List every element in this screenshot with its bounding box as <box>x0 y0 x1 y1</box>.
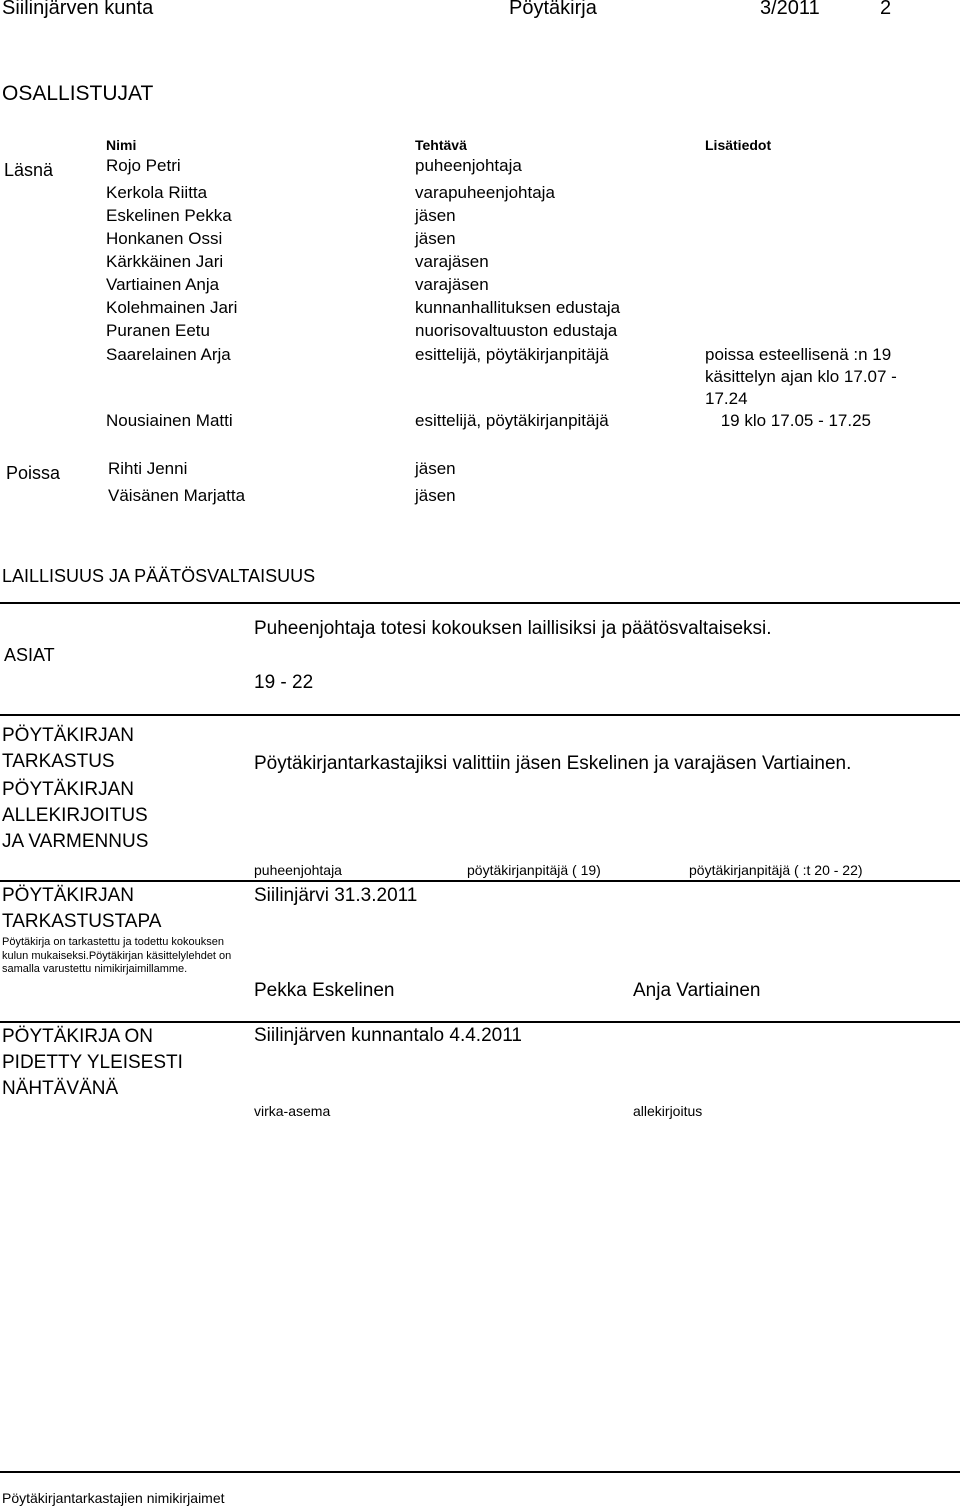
signer-name-2: Anja Vartiainen <box>633 980 761 1001</box>
review-method-label-line: PÖYTÄKIRJAN <box>2 885 134 906</box>
review-place-date: Siilinjärvi 31.3.2011 <box>254 885 418 906</box>
column-role-header: Tehtävä <box>415 137 467 153</box>
section-divider <box>0 602 960 604</box>
public-label-line: PÖYTÄKIRJA ON <box>2 1026 153 1047</box>
public-label-line: PIDETTY YLEISESTI <box>2 1052 183 1073</box>
attendee-name: Nousiainen Matti <box>106 411 233 430</box>
header-number: 3/2011 <box>760 0 820 19</box>
attendee-role: jäsen <box>415 229 456 248</box>
signer-role-secretary-1: pöytäkirjanpitäjä ( 19) <box>467 862 601 878</box>
review-label <box>2 723 134 775</box>
footer-text: Pöytäkirjantarkastajien nimikirjaimet <box>2 1490 225 1506</box>
attendee-info: 19 klo 17.05 - 17.25 <box>716 411 872 430</box>
absent-role: jäsen <box>415 486 456 505</box>
column-info-header: Lisätiedot <box>705 137 772 153</box>
matters-label: ASIAT <box>4 645 55 665</box>
attendee-name: Saarelainen Arja <box>106 345 231 364</box>
header-page: 2 <box>880 0 892 19</box>
public-label <box>2 1024 183 1102</box>
attendee-info: poissa esteellisenä :n 19 <box>705 345 892 364</box>
absent-name: Rihti Jenni <box>108 459 188 478</box>
attendee-role: puheenjohtaja <box>415 156 522 175</box>
attendee-name: Kerkola Riitta <box>106 183 208 202</box>
attendee-name: Eskelinen Pekka <box>106 206 232 225</box>
section-divider <box>0 880 960 882</box>
review-label-line: TARKASTUS <box>2 751 115 772</box>
legality-text: Puheenjohtaja totesi kokouksen laillisiksi ja päätösvaltaiseksi. <box>254 618 772 639</box>
signer-role-chair: puheenjohtaja <box>254 862 342 878</box>
attendee-name: Honkanen Ossi <box>106 229 223 248</box>
header-org: Siilinjärven kunta <box>2 0 154 19</box>
review-text: Pöytäkirjantarkastajiksi valittiin jäsen Eskelinen ja varajäsen Vartiainen. <box>254 753 852 774</box>
attendee-info: käsittelyn ajan klo 17.07 - <box>705 367 897 386</box>
attendee-role: varapuheenjohtaja <box>415 183 555 202</box>
attendee-role: kunnanhallituksen edustaja <box>415 298 621 317</box>
position-label: virka-asema <box>254 1103 331 1119</box>
attendee-name: Vartiainen Anja <box>106 275 220 294</box>
signer-role-secretary-2: pöytäkirjanpitäjä ( :t 20 - 22) <box>689 862 863 878</box>
footer-divider <box>0 1471 960 1473</box>
attendee-info: 17.24 <box>705 389 748 408</box>
attendees-title: OSALLISTUJAT <box>2 82 154 105</box>
attendee-role: nuorisovaltuuston edustaja <box>415 321 618 340</box>
attendee-name: Rojo Petri <box>106 156 181 175</box>
signing-label <box>2 777 148 855</box>
attendee-role: varajäsen <box>415 275 489 294</box>
absent-label: Poissa <box>6 463 61 483</box>
legality-title: LAILLISUUS JA PÄÄTÖSVALTAISUUS <box>2 566 316 586</box>
section-divider <box>0 1021 960 1023</box>
review-method-label-line: TARKASTUSTAPA <box>2 911 162 932</box>
absent-role: jäsen <box>415 459 456 478</box>
attendee-role: varajäsen <box>415 252 489 271</box>
attendee-role: esittelijä, pöytäkirjanpitäjä <box>415 411 609 430</box>
matters-value: 19 - 22 <box>254 672 314 693</box>
absent-name: Väisänen Marjatta <box>108 486 246 505</box>
signing-label-line: JA VARMENNUS <box>2 831 149 852</box>
attendee-role: esittelijä, pöytäkirjanpitäjä <box>415 345 609 364</box>
header-doc-type: Pöytäkirja <box>509 0 597 19</box>
public-place-date: Siilinjärven kunnantalo 4.4.2011 <box>254 1025 522 1046</box>
column-name-header: Nimi <box>106 137 137 153</box>
review-method-label <box>2 883 161 935</box>
signing-label-line: PÖYTÄKIRJAN <box>2 779 134 800</box>
signing-label-line: ALLEKIRJOITUS <box>2 805 148 826</box>
attendee-name: Puranen Eetu <box>106 321 210 340</box>
signature-label: allekirjoitus <box>633 1103 703 1119</box>
public-label-line: NÄHTÄVÄNÄ <box>2 1078 119 1099</box>
signer-name-1: Pekka Eskelinen <box>254 980 395 1001</box>
present-label: Läsnä <box>4 160 54 180</box>
review-method-note: Pöytäkirja on tarkastettu ja todettu kokouksen kulun mukaiseksi.Pöytäkirjan käsittelylehdet on samalla varustettu nimikirjaimillamme. <box>2 936 232 975</box>
review-label-line: PÖYTÄKIRJAN <box>2 725 134 746</box>
attendee-role: jäsen <box>415 206 456 225</box>
attendee-name: Kolehmainen Jari <box>106 298 238 317</box>
section-divider <box>0 714 960 716</box>
attendee-name: Kärkkäinen Jari <box>106 252 224 271</box>
